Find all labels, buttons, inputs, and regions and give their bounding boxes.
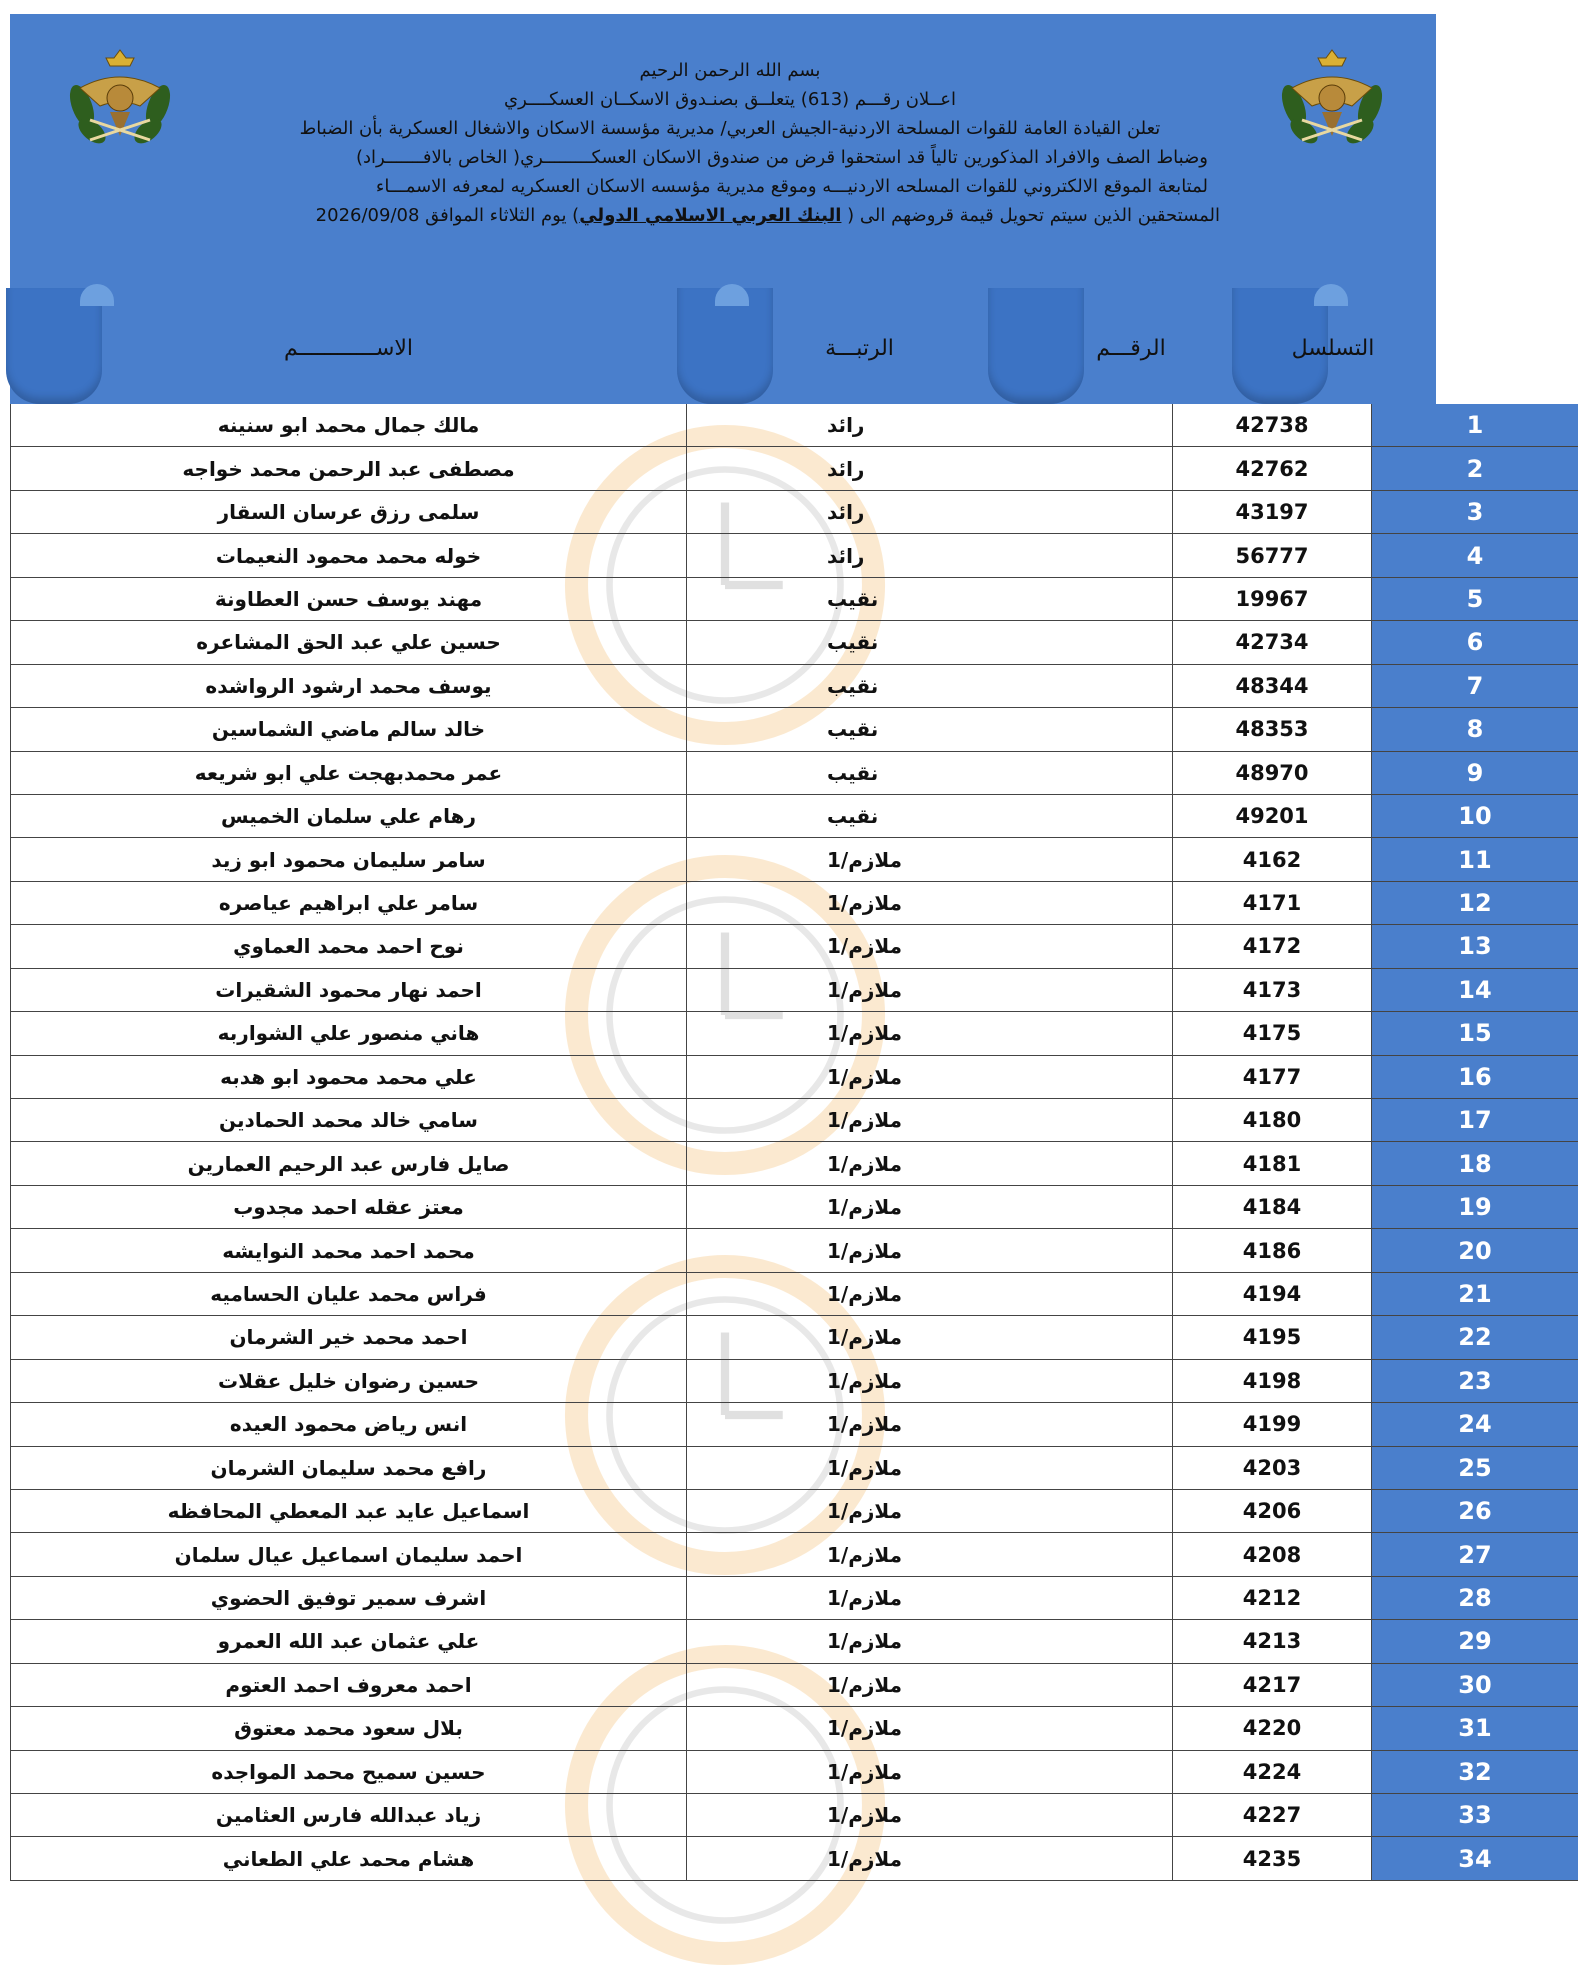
table-row xyxy=(11,664,1578,707)
cell-number: 4162 xyxy=(1173,838,1372,881)
cell-seq: 14 xyxy=(1372,968,1578,1011)
column-header-rank xyxy=(687,292,1032,404)
column-header-label: الرقـــم xyxy=(1032,336,1230,361)
cell-seq: 30 xyxy=(1372,1663,1578,1706)
table-row xyxy=(11,404,1578,447)
cell-rank: رائد xyxy=(687,404,1173,447)
table-row xyxy=(11,1142,1578,1185)
cell-number: 49201 xyxy=(1173,794,1372,837)
cell-rank: ملازم/1 xyxy=(687,1142,1173,1185)
cell-number: 4171 xyxy=(1173,881,1372,924)
cell-rank: رائد xyxy=(687,534,1173,577)
cell-seq: 4 xyxy=(1372,534,1578,577)
cell-rank: ملازم/1 xyxy=(687,1707,1173,1750)
cell-name: رافع محمد سليمان الشرمان xyxy=(11,1446,687,1489)
cell-rank: ملازم/1 xyxy=(687,1229,1173,1272)
cell-number: 4184 xyxy=(1173,1185,1372,1228)
cell-seq: 18 xyxy=(1372,1142,1578,1185)
cell-seq: 19 xyxy=(1372,1185,1578,1228)
announcement-header xyxy=(10,14,1436,292)
table-row xyxy=(11,1316,1578,1359)
cell-name: هاني منصور علي الشواربه xyxy=(11,1012,687,1055)
cell-rank: نقيب xyxy=(687,664,1173,707)
cell-rank: ملازم/1 xyxy=(687,1663,1173,1706)
cell-rank: ملازم/1 xyxy=(687,1837,1173,1880)
cell-seq: 32 xyxy=(1372,1750,1578,1793)
cell-rank: ملازم/1 xyxy=(687,1099,1173,1142)
cell-seq: 20 xyxy=(1372,1229,1578,1272)
cell-seq: 28 xyxy=(1372,1576,1578,1619)
cell-name: بلال سعود محمد معتوق xyxy=(11,1707,687,1750)
cell-name: احمد محمد خير الشرمان xyxy=(11,1316,687,1359)
cell-seq: 5 xyxy=(1372,577,1578,620)
cell-seq: 33 xyxy=(1372,1794,1578,1837)
column-header-label: الرتبـــة xyxy=(687,336,1032,361)
cell-seq: 25 xyxy=(1372,1446,1578,1489)
cell-seq: 24 xyxy=(1372,1403,1578,1446)
cell-number: 4206 xyxy=(1173,1489,1372,1532)
cell-seq: 3 xyxy=(1372,490,1578,533)
cell-name: انس رياض محمود العيده xyxy=(11,1403,687,1446)
cell-rank: ملازم/1 xyxy=(687,1316,1173,1359)
cell-name: يوسف محمد ارشود الرواشده xyxy=(11,664,687,707)
cell-rank: نقيب xyxy=(687,751,1173,794)
cell-number: 4180 xyxy=(1173,1099,1372,1142)
cell-number: 43197 xyxy=(1173,490,1372,533)
announcement-line: تعلن القيادة العامة للقوات المسلحة الاردنية-الجيش العربي/ مديرية مؤسسة الاسكان والاشغال العسكرية بأن الضباط xyxy=(240,114,1220,143)
cell-rank: نقيب xyxy=(687,621,1173,664)
cell-seq: 34 xyxy=(1372,1837,1578,1880)
cell-name: حسين سميح محمد المواجده xyxy=(11,1750,687,1793)
cell-number: 4175 xyxy=(1173,1012,1372,1055)
cell-seq: 6 xyxy=(1372,621,1578,664)
cell-name: احمد معروف احمد العتوم xyxy=(11,1663,687,1706)
table-row xyxy=(11,1055,1578,1098)
announcement-text xyxy=(240,56,1220,230)
cell-seq: 29 xyxy=(1372,1620,1578,1663)
cell-name: صايل فارس عبد الرحيم العمارين xyxy=(11,1142,687,1185)
column-header-label: التسلسل xyxy=(1230,336,1436,361)
cell-seq: 17 xyxy=(1372,1099,1578,1142)
cell-number: 4212 xyxy=(1173,1576,1372,1619)
announcement-line-part: المستحقين الذين سيتم تحويل قيمة قروضهم الى ( xyxy=(841,205,1220,226)
table-row xyxy=(11,1576,1578,1619)
cell-number: 4177 xyxy=(1173,1055,1372,1098)
cell-name: هشام محمد علي الطعاني xyxy=(11,1837,687,1880)
bank-name: البنك العربي الاسلامي الدولي xyxy=(579,205,841,226)
table-row xyxy=(11,1794,1578,1837)
announcement-date: ) يوم الثلاثاء الموافق 2026/09/08 xyxy=(316,205,580,226)
cell-number: 4199 xyxy=(1173,1403,1372,1446)
cell-number: 4217 xyxy=(1173,1663,1372,1706)
announcement-title: اعــلان رقـــم (613) يتعلــق بصنـدوق الاسكــان العسكــــري xyxy=(240,85,1220,114)
cell-name: معتز عقله احمد مجدوب xyxy=(11,1185,687,1228)
cell-number: 48353 xyxy=(1173,708,1372,751)
cell-name: سلمى رزق عرسان السقار xyxy=(11,490,687,533)
table-row xyxy=(11,1012,1578,1055)
column-header-number xyxy=(1032,292,1230,404)
table-row xyxy=(11,1403,1578,1446)
cell-seq: 26 xyxy=(1372,1489,1578,1532)
cell-rank: رائد xyxy=(687,490,1173,533)
cell-name: نوح احمد محمد العماوي xyxy=(11,925,687,968)
cell-rank: ملازم/1 xyxy=(687,1576,1173,1619)
table-row xyxy=(11,1663,1578,1706)
cell-name: احمد سليمان اسماعيل عيال سلمان xyxy=(11,1533,687,1576)
cell-name: محمد احمد محمد النوايشه xyxy=(11,1229,687,1272)
cell-name: اشرف سمير توفيق الحضوي xyxy=(11,1576,687,1619)
cell-number: 48970 xyxy=(1173,751,1372,794)
table-row xyxy=(11,751,1578,794)
basmala: بسم الله الرحمن الرحيم xyxy=(240,56,1220,85)
cell-seq: 16 xyxy=(1372,1055,1578,1098)
announcement-line xyxy=(240,201,1220,230)
cell-rank: ملازم/1 xyxy=(687,1403,1173,1446)
column-header-seq xyxy=(1230,292,1436,404)
jaf-emblem-icon xyxy=(60,36,180,156)
cell-rank: نقيب xyxy=(687,794,1173,837)
cell-number: 19967 xyxy=(1173,577,1372,620)
cell-rank: ملازم/1 xyxy=(687,1620,1173,1663)
table-row xyxy=(11,1185,1578,1228)
cell-number: 4208 xyxy=(1173,1533,1372,1576)
jaf-emblem-icon xyxy=(1272,36,1392,156)
cell-rank: ملازم/1 xyxy=(687,1533,1173,1576)
cell-name: حسين علي عبد الحق المشاعره xyxy=(11,621,687,664)
cell-rank: ملازم/1 xyxy=(687,881,1173,924)
cell-rank: ملازم/1 xyxy=(687,1750,1173,1793)
cell-name: حسين رضوان خليل عقلات xyxy=(11,1359,687,1402)
cell-number: 4172 xyxy=(1173,925,1372,968)
cell-name: سامي خالد محمد الحمادين xyxy=(11,1099,687,1142)
cell-name: اسماعيل عايد عبد المعطي المحافظه xyxy=(11,1489,687,1532)
table-row xyxy=(11,577,1578,620)
cell-number: 4220 xyxy=(1173,1707,1372,1750)
table-row xyxy=(11,621,1578,664)
cell-rank: نقيب xyxy=(687,577,1173,620)
cell-seq: 13 xyxy=(1372,925,1578,968)
cell-name: زياد عبدالله فارس العثامين xyxy=(11,1794,687,1837)
cell-rank: ملازم/1 xyxy=(687,1794,1173,1837)
cell-seq: 31 xyxy=(1372,1707,1578,1750)
cell-rank: ملازم/1 xyxy=(687,1359,1173,1402)
cell-rank: ملازم/1 xyxy=(687,1012,1173,1055)
cell-rank: ملازم/1 xyxy=(687,1489,1173,1532)
table-row xyxy=(11,1229,1578,1272)
table-row xyxy=(11,1272,1578,1315)
table-row xyxy=(11,968,1578,1011)
cell-name: خوله محمد محمود النعيمات xyxy=(11,534,687,577)
cell-number: 4195 xyxy=(1173,1316,1372,1359)
cell-number: 4194 xyxy=(1173,1272,1372,1315)
recipients-table-body xyxy=(11,404,1578,1880)
cell-seq: 9 xyxy=(1372,751,1578,794)
cell-number: 4224 xyxy=(1173,1750,1372,1793)
column-header-label: الاســــــــــــم xyxy=(10,336,687,361)
cell-number: 42734 xyxy=(1173,621,1372,664)
table-row xyxy=(11,838,1578,881)
table-row xyxy=(11,1750,1578,1793)
cell-seq: 2 xyxy=(1372,447,1578,490)
cell-name: خالد سالم ماضي الشماسين xyxy=(11,708,687,751)
table-row xyxy=(11,1533,1578,1576)
cell-name: عمر محمدبهجت علي ابو شريعه xyxy=(11,751,687,794)
column-header-name xyxy=(10,292,687,404)
cell-seq: 10 xyxy=(1372,794,1578,837)
cell-number: 4173 xyxy=(1173,968,1372,1011)
cell-rank: ملازم/1 xyxy=(687,968,1173,1011)
cell-number: 4235 xyxy=(1173,1837,1372,1880)
cell-name: علي عثمان عبد الله العمرو xyxy=(11,1620,687,1663)
table-row xyxy=(11,1837,1578,1880)
table-row xyxy=(11,925,1578,968)
cell-name: مالك جمال محمد ابو سنينه xyxy=(11,404,687,447)
cell-rank: رائد xyxy=(687,447,1173,490)
cell-name: سامر علي ابراهيم عياصره xyxy=(11,881,687,924)
cell-seq: 27 xyxy=(1372,1533,1578,1576)
table-row xyxy=(11,1707,1578,1750)
cell-seq: 7 xyxy=(1372,664,1578,707)
table-row xyxy=(11,1099,1578,1142)
cell-rank: ملازم/1 xyxy=(687,1185,1173,1228)
table-row xyxy=(11,1359,1578,1402)
cell-rank: نقيب xyxy=(687,708,1173,751)
cell-name: رهام علي سلمان الخميس xyxy=(11,794,687,837)
cell-name: فراس محمد عليان الحساميه xyxy=(11,1272,687,1315)
cell-number: 4186 xyxy=(1173,1229,1372,1272)
cell-seq: 12 xyxy=(1372,881,1578,924)
cell-rank: ملازم/1 xyxy=(687,1055,1173,1098)
table-row xyxy=(11,490,1578,533)
cell-name: سامر سليمان محمود ابو زيد xyxy=(11,838,687,881)
cell-seq: 11 xyxy=(1372,838,1578,881)
table-row xyxy=(11,881,1578,924)
cell-seq: 22 xyxy=(1372,1316,1578,1359)
cell-name: احمد نهار محمود الشقيرات xyxy=(11,968,687,1011)
cell-name: مصطفى عبد الرحمن محمد خواجه xyxy=(11,447,687,490)
table-row xyxy=(11,1489,1578,1532)
cell-name: مهند يوسف حسن العطاونة xyxy=(11,577,687,620)
cell-seq: 23 xyxy=(1372,1359,1578,1402)
cell-number: 4198 xyxy=(1173,1359,1372,1402)
cell-seq: 8 xyxy=(1372,708,1578,751)
cell-rank: ملازم/1 xyxy=(687,1446,1173,1489)
cell-name: علي محمد محمود ابو هدبه xyxy=(11,1055,687,1098)
cell-number: 4181 xyxy=(1173,1142,1372,1185)
cell-rank: ملازم/1 xyxy=(687,1272,1173,1315)
cell-number: 4227 xyxy=(1173,1794,1372,1837)
announcement-line: لمتابعة الموقع الالكتروني للقوات المسلحه الاردنيـــه وموقع مديرية مؤسسه الاسكان العسكريه لمعرفه الاسمـــاء xyxy=(240,172,1220,201)
table-row xyxy=(11,1446,1578,1489)
cell-number: 4203 xyxy=(1173,1446,1372,1489)
announcement-line: وضباط الصف والافراد المذكورين تالياً قد استحقوا قرض من صندوق الاسكان العسكـــــــــري( الخاص بالافـــــــراد) xyxy=(240,143,1220,172)
cell-number: 48344 xyxy=(1173,664,1372,707)
table-row xyxy=(11,534,1578,577)
cell-seq: 15 xyxy=(1372,1012,1578,1055)
cell-number: 56777 xyxy=(1173,534,1372,577)
table-row xyxy=(11,1620,1578,1663)
recipients-table xyxy=(10,404,1578,1881)
table-row xyxy=(11,708,1578,751)
cell-rank: ملازم/1 xyxy=(687,838,1173,881)
cell-number: 4213 xyxy=(1173,1620,1372,1663)
cell-seq: 1 xyxy=(1372,404,1578,447)
cell-seq: 21 xyxy=(1372,1272,1578,1315)
cell-number: 42762 xyxy=(1173,447,1372,490)
cell-number: 42738 xyxy=(1173,404,1372,447)
table-row xyxy=(11,447,1578,490)
table-row xyxy=(11,794,1578,837)
cell-rank: ملازم/1 xyxy=(687,925,1173,968)
